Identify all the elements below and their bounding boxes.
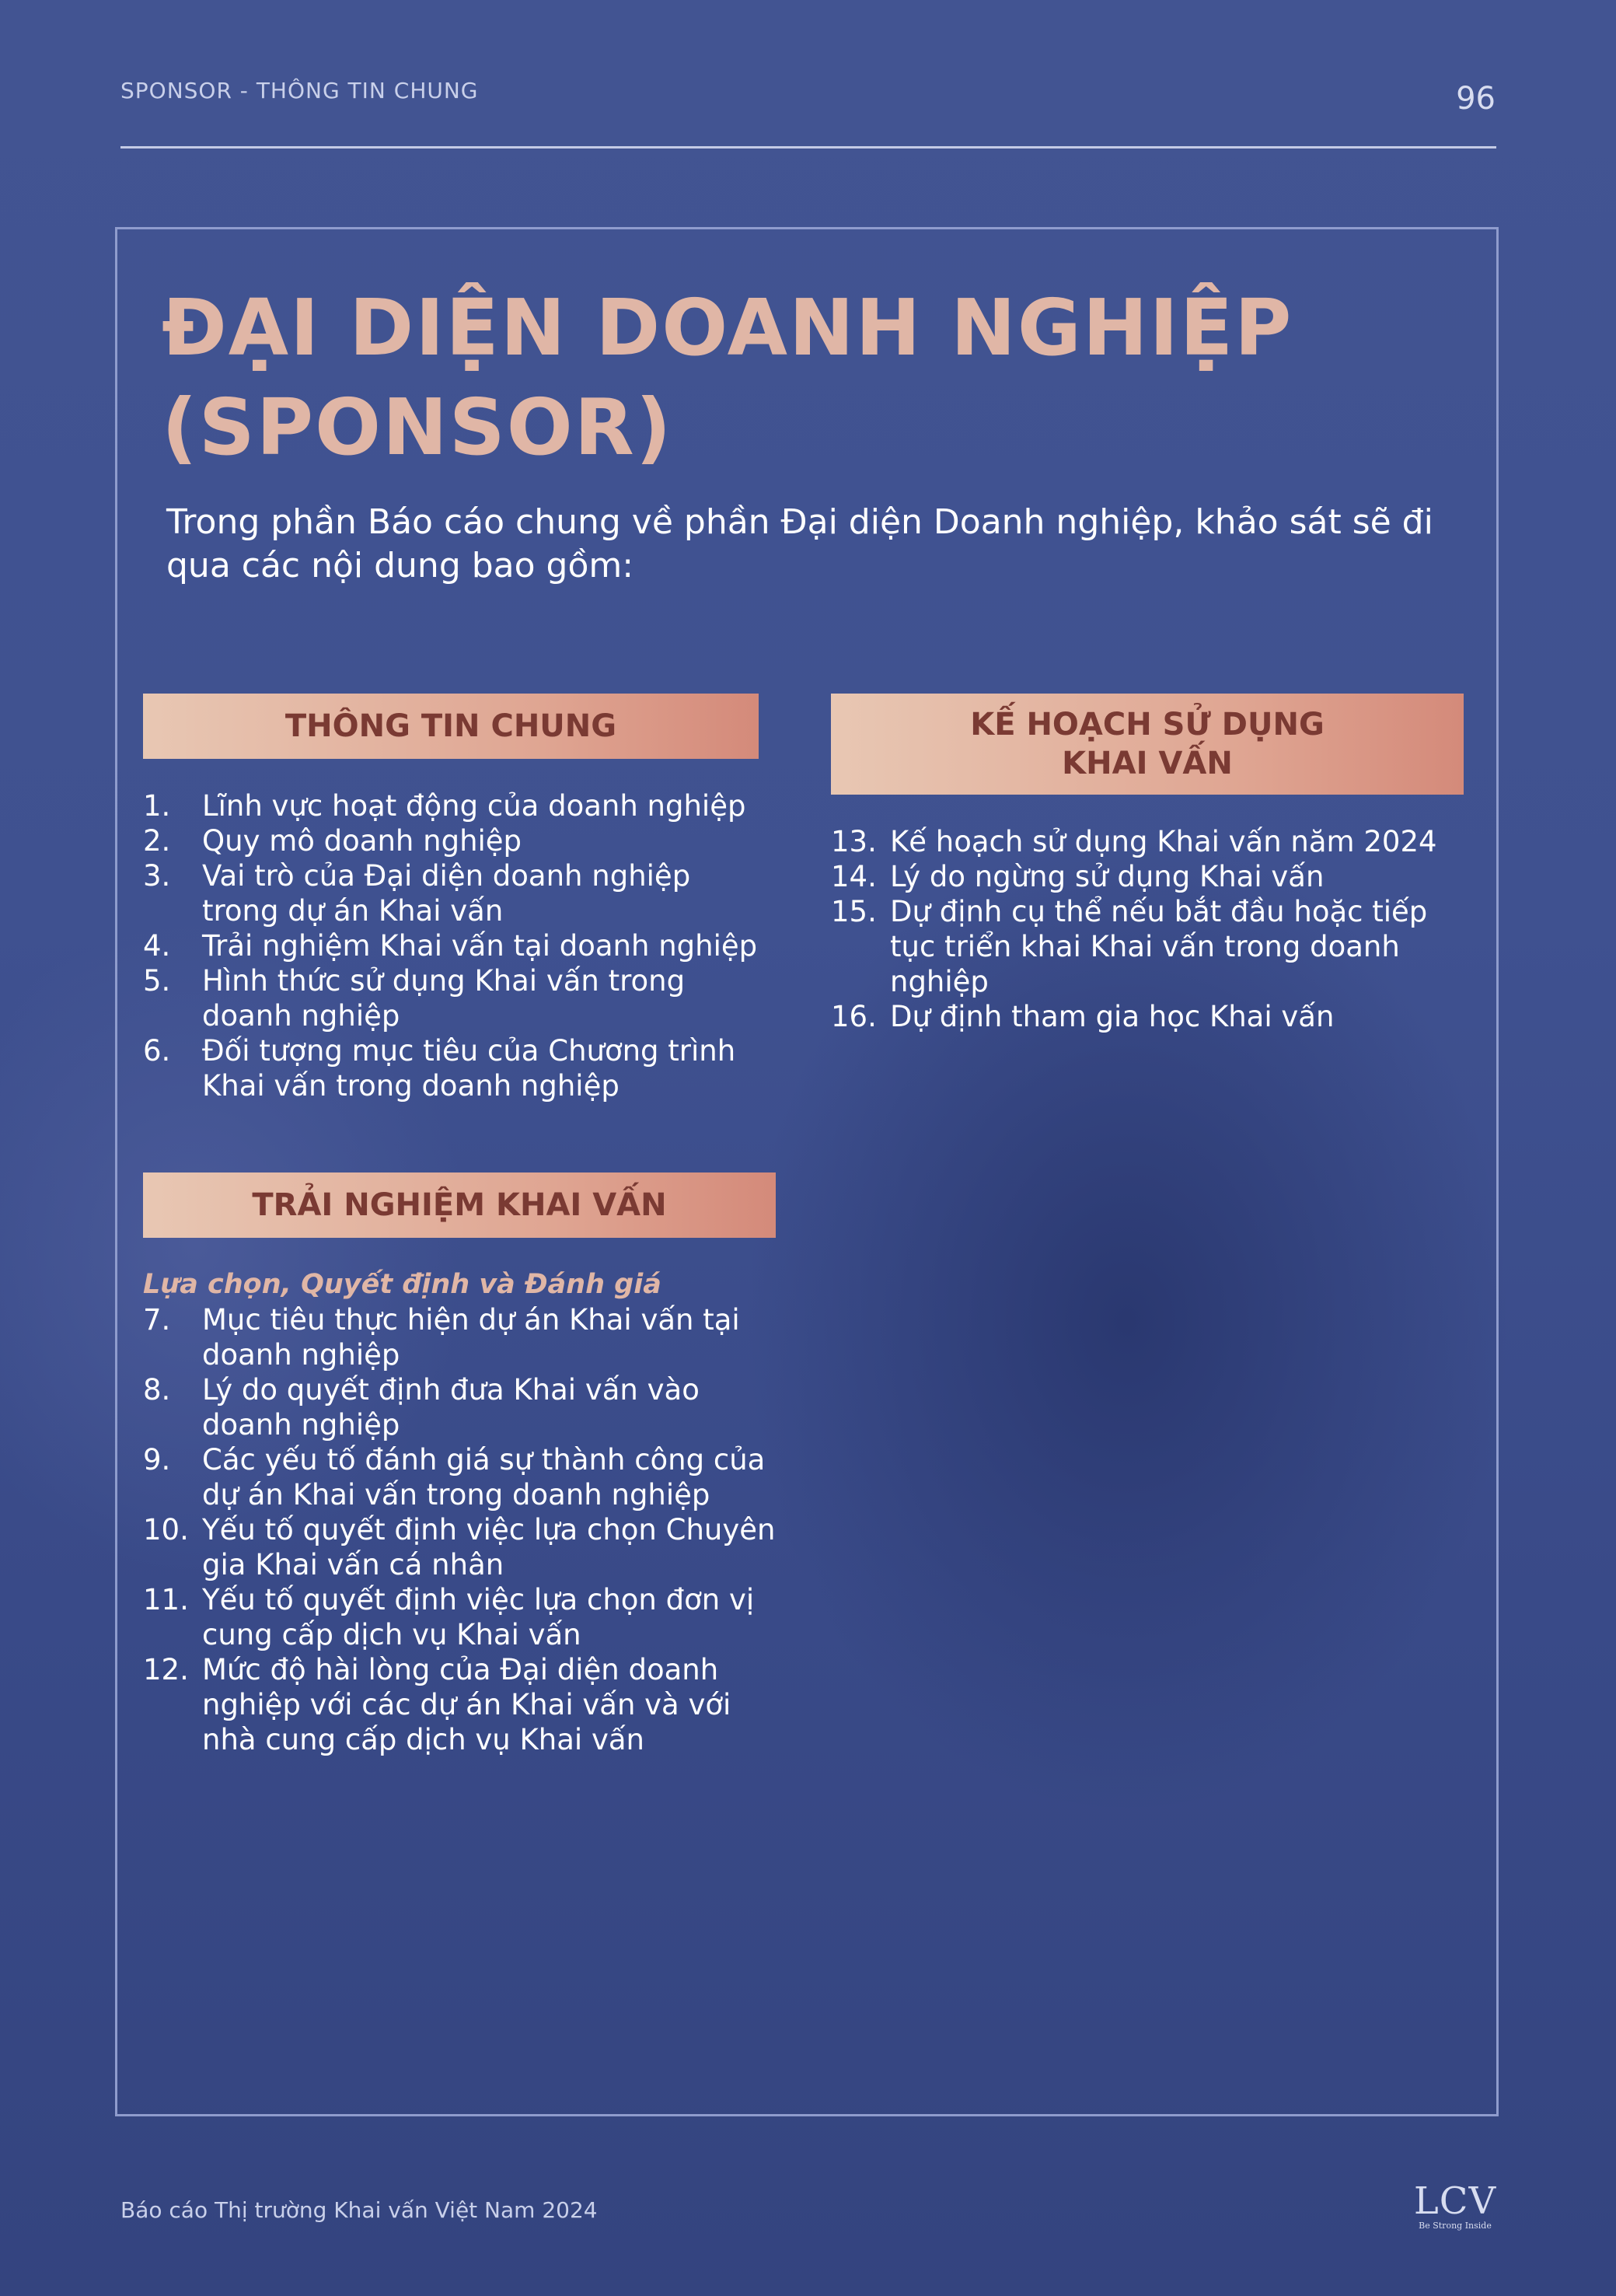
- section-banner-general-label: THÔNG TIN CHUNG: [284, 708, 617, 744]
- page-title: [162, 278, 1483, 477]
- list-item-text: Dự định tham gia học Khai vấn: [890, 1000, 1335, 1033]
- page-title-line-2: (SPONSOR): [162, 382, 673, 473]
- list-item-number: 9.: [143, 1443, 171, 1476]
- list-item-text: Mục tiêu thực hiện dự án Khai vấn tại doanh nghiệp: [202, 1303, 740, 1372]
- section-banner-experience: [143, 1172, 776, 1238]
- list-item-text: Lĩnh vực hoạt động của doanh nghiệp: [202, 789, 746, 823]
- section-banner-plan-label-line-1: KẾ HOẠCH SỬ DỤNG: [970, 707, 1325, 743]
- list-item: [831, 824, 1468, 859]
- footer-report-title: Báo cáo Thị trường Khai vấn Việt Nam 2024: [120, 2197, 598, 2223]
- plan-list: [831, 824, 1468, 1034]
- list-item-number: 12.: [143, 1653, 189, 1686]
- list-item-text: Dự định cụ thể nếu bắt đầu hoặc tiếp tục triển khai Khai vấn trong doanh nghiệp: [890, 895, 1428, 998]
- list-item: [143, 928, 765, 963]
- list-item: [143, 823, 765, 858]
- list-item: [831, 999, 1468, 1034]
- experience-list: [143, 1302, 788, 1757]
- list-item-text: Lý do quyết định đưa Khai vấn vào doanh nghiệp: [202, 1373, 700, 1442]
- list-item-text: Các yếu tố đánh giá sự thành công của dự án Khai vấn trong doanh nghiệp: [202, 1443, 766, 1511]
- list-item: [143, 1512, 788, 1582]
- section-banner-general: [143, 694, 759, 759]
- lcv-logo: [1412, 2179, 1498, 2231]
- list-item-text: Lý do ngừng sử dụng Khai vấn: [890, 860, 1325, 893]
- section-banner-plan-label-line-2: KHAI VẤN: [1062, 746, 1233, 781]
- list-item-number: 7.: [143, 1303, 171, 1337]
- list-item-number: 14.: [831, 860, 877, 893]
- list-item-text: Trải nghiệm Khai vấn tại doanh nghiệp: [202, 929, 758, 963]
- list-item-number: 10.: [143, 1513, 189, 1546]
- list-item-number: 16.: [831, 1000, 877, 1033]
- experience-subheading: Lựa chọn, Quyết định và Đánh giá: [143, 1269, 661, 1300]
- list-item-number: 11.: [143, 1583, 189, 1616]
- list-item: [143, 1372, 788, 1442]
- list-item: [143, 788, 765, 823]
- list-item-number: 6.: [143, 1034, 171, 1068]
- list-item-number: 3.: [143, 859, 171, 893]
- list-item-text: Hình thức sử dụng Khai vấn trong doanh nghiệp: [202, 964, 686, 1033]
- list-item: [143, 1582, 788, 1652]
- list-item: [143, 858, 765, 928]
- list-item-text: Vai trò của Đại diện doanh nghiệp trong dự án Khai vấn: [202, 859, 691, 928]
- header-divider: [120, 146, 1496, 149]
- list-item-number: 8.: [143, 1373, 171, 1407]
- list-item: [143, 963, 765, 1033]
- list-item-number: 2.: [143, 824, 171, 858]
- lcv-logo-tagline: Be Strong Inside: [1419, 2221, 1492, 2231]
- list-item-number: 5.: [143, 964, 171, 998]
- page-title-line-1: ĐẠI DIỆN DOANH NGHIỆP: [162, 282, 1293, 373]
- list-item-number: 4.: [143, 929, 171, 963]
- list-item: [831, 859, 1468, 894]
- intro-paragraph: Trong phần Báo cáo chung về phần Đại diện Doanh nghiệp, khảo sát sẽ đi qua các nội dung bao gồm:: [166, 502, 1433, 585]
- list-item: [831, 894, 1468, 999]
- list-item-number: 13.: [831, 825, 877, 858]
- section-banner-experience-label: TRẢI NGHIỆM KHAI VẤN: [252, 1187, 667, 1223]
- list-item: [143, 1652, 788, 1757]
- header-section-label: SPONSOR - THÔNG TIN CHUNG: [120, 78, 479, 103]
- list-item: [143, 1442, 788, 1512]
- list-item: [143, 1033, 765, 1103]
- general-list: [143, 788, 765, 1103]
- list-item-text: Mức độ hài lòng của Đại diện doanh nghiệp với các dự án Khai vấn và với nhà cung cấp dịch vụ Khai vấn: [202, 1653, 731, 1756]
- page-number: 96: [1456, 81, 1496, 117]
- list-item: [143, 1302, 788, 1372]
- list-item-text: Kế hoạch sử dụng Khai vấn năm 2024: [890, 825, 1437, 858]
- list-item-text: Đối tượng mục tiêu của Chương trình Khai vấn trong doanh nghiệp: [202, 1034, 736, 1103]
- lcv-logo-mark: LCV: [1413, 2179, 1497, 2223]
- list-item-number: 15.: [831, 895, 877, 928]
- list-item-text: Yếu tố quyết định việc lựa chọn đơn vị cung cấp dịch vụ Khai vấn: [202, 1583, 755, 1651]
- list-item-text: Quy mô doanh nghiệp: [202, 824, 522, 858]
- list-item-number: 1.: [143, 789, 171, 823]
- list-item-text: Yếu tố quyết định việc lựa chọn Chuyên gia Khai vấn cá nhân: [202, 1513, 776, 1581]
- section-banner-plan: [831, 694, 1464, 795]
